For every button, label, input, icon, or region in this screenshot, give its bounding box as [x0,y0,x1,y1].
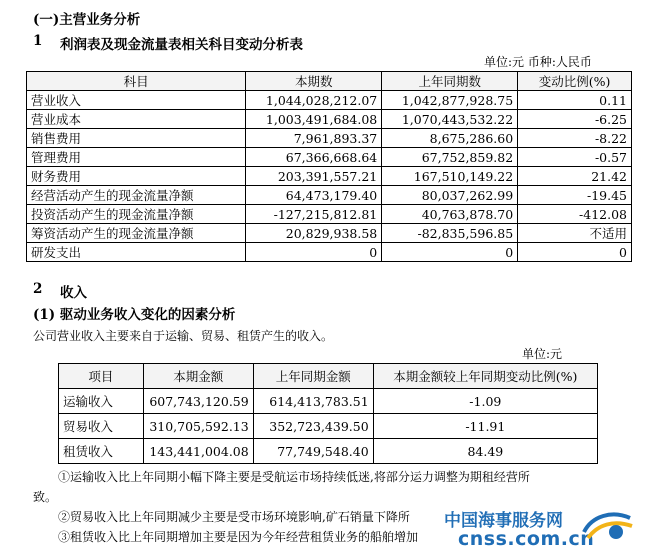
prior-amount: 77,749,548.40 [253,439,373,464]
row-label: 经营活动产生的现金流量净额 [27,186,246,205]
subsection-title: 收入 [60,285,87,301]
row-label: 管理费用 [27,148,246,167]
table-row [27,110,632,129]
watermark-logo-icon [578,502,638,550]
prior-value: 1,070,443,532.22 [382,110,518,129]
row-label: 研发支出 [27,243,246,262]
current-amount: 310,705,592.13 [143,414,253,439]
prior-value: -82,835,596.85 [382,224,518,243]
change-pct: 0.11 [518,91,632,110]
table-row [27,205,632,224]
analysis-heading: (1) 驱动业务收入变化的因素分析 [33,307,236,323]
current-value: 20,829,938.58 [246,224,382,243]
income-statement-table [26,71,632,262]
prior-value: 8,675,286.60 [382,129,518,148]
table-row [59,439,598,464]
prior-amount: 614,413,783.51 [253,389,373,414]
change-pct: -6.25 [518,110,632,129]
change-pct: -412.08 [518,205,632,224]
header-cell: 项目 [59,364,144,389]
prior-value: 0 [382,243,518,262]
unit-label: 单位:元 [522,347,563,361]
change-pct: -19.45 [518,186,632,205]
row-label: 运输收入 [59,389,144,414]
row-label: 租赁收入 [59,439,144,464]
row-label: 营业成本 [27,110,246,129]
change-pct: -8.22 [518,129,632,148]
header-cell: 上年同期数 [382,72,518,91]
row-label: 筹资活动产生的现金流量净额 [27,224,246,243]
row-label: 销售费用 [27,129,246,148]
current-value: 0 [246,243,382,262]
current-value: 203,391,557.21 [246,167,382,186]
note-3: ③租赁收入比上年同期增加主要是因为今年经营租赁业务的船舶增加 [58,530,419,544]
table-header-row [59,364,598,389]
table-row [27,129,632,148]
subsection-number: 1 [33,33,43,49]
change-pct: 0 [518,243,632,262]
note-1: ①运输收入比上年同期小幅下降主要是受航运市场持续低迷,将部分运力调整为期租经营所 [58,470,530,484]
current-value: 7,961,893.37 [246,129,382,148]
header-cell: 上年同期金额 [253,364,373,389]
change-pct: 84.49 [373,439,597,464]
prior-value: 40,763,878.70 [382,205,518,224]
subsection-number: 2 [33,281,43,297]
table-row [59,389,598,414]
header-cell: 科目 [27,72,246,91]
section-heading: (一)主营业务分析 [33,12,141,28]
header-cell: 变动比例(%) [518,72,632,91]
current-amount: 607,743,120.59 [143,389,253,414]
watermark-name: 中国海事服务网 [444,511,563,531]
note-1-continued: 致。 [33,490,58,504]
unit-label: 单位:元 币种:人民币 [484,55,592,69]
paragraph: 公司营业收入主要来自于运输、贸易、租赁产生的收入。 [33,329,334,343]
current-value: 67,366,668.64 [246,148,382,167]
row-label: 投资活动产生的现金流量净额 [27,205,246,224]
table-row [27,186,632,205]
table-row [27,91,632,110]
table-row [27,167,632,186]
current-value: -127,215,812.81 [246,205,382,224]
current-value: 1,003,491,684.08 [246,110,382,129]
current-amount: 143,441,004.08 [143,439,253,464]
row-label: 营业收入 [27,91,246,110]
prior-amount: 352,723,439.50 [253,414,373,439]
prior-value: 167,510,149.22 [382,167,518,186]
row-label: 贸易收入 [59,414,144,439]
watermark-url: cnss.com.cn [458,528,595,550]
change-pct: 21.42 [518,167,632,186]
change-pct: -1.09 [373,389,597,414]
change-pct: -11.91 [373,414,597,439]
table-row [27,224,632,243]
current-value: 1,044,028,212.07 [246,91,382,110]
change-pct: -0.57 [518,148,632,167]
table-header-row [27,72,632,91]
watermark [440,502,640,552]
prior-value: 1,042,877,928.75 [382,91,518,110]
revenue-table [58,363,598,464]
header-cell: 本期金额 [143,364,253,389]
current-value: 64,473,179.40 [246,186,382,205]
subsection-title: 利润表及现金流量表相关科目变动分析表 [60,37,303,53]
header-cell: 本期金额较上年同期变动比例(%) [373,364,597,389]
row-label: 财务费用 [27,167,246,186]
table-row [59,414,598,439]
table-row [27,148,632,167]
change-pct: 不适用 [518,224,632,243]
note-2: ②贸易收入比上年同期减少主要是受市场环境影响,矿石销量下降所 [58,510,410,524]
prior-value: 80,037,262.99 [382,186,518,205]
table-row [27,243,632,262]
header-cell: 本期数 [246,72,382,91]
prior-value: 67,752,859.82 [382,148,518,167]
